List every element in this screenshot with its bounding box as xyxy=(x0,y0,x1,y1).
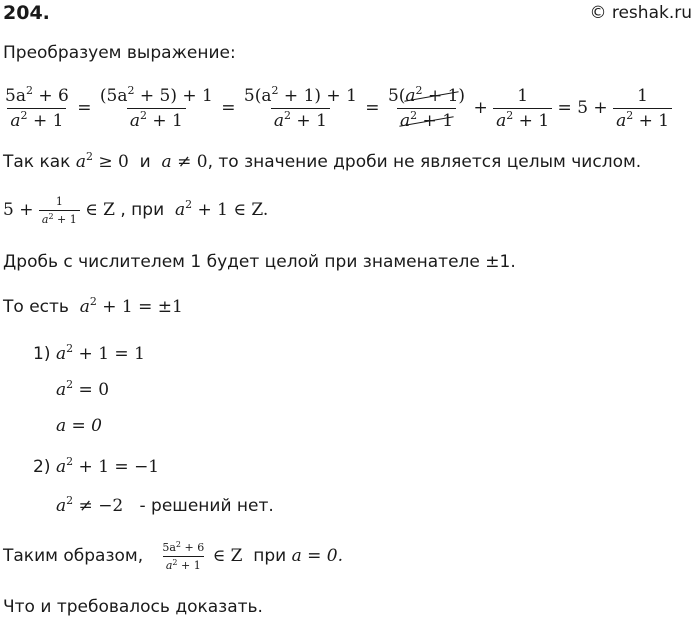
case2-label: 2) xyxy=(33,457,51,477)
fraction-step2: $\frac{5(a^2 + 1) + 1}{a^2 + 1}$ xyxy=(243,84,357,131)
condition-line: Так как $a^2 \ge 0$ и a ≠ 0, то значение дроби не является целым числом. xyxy=(3,150,642,172)
that-is-line: То есть $a^2 + 1 = \pm 1$ xyxy=(3,295,183,317)
fraction-remainder: $\frac{1}{a^2 + 1}$ xyxy=(493,86,552,131)
fraction-final: $\frac{1}{a^2 + 1}$ xyxy=(613,86,672,131)
main-equation: $\frac{5a^2 + 6}{a^2 + 1}$ = $\frac{(5a^2 + 5) + 1}{a^2 + 1}$ = $\frac{5(a^2 + 1) + 1}{a^2 + 1}$ = $\frac{5(a^2 + 1)}{a^2 + 1}$ + $\frac{1}{a^2 + 1}$ = 5 + $\frac{1}{a^2 + 1}$ xyxy=(2,86,672,131)
case2-eq: $a^2 + 1 = -1$ xyxy=(56,455,160,477)
case1-eq: $a^2 + 1 = 1$ xyxy=(56,342,145,364)
fraction-step1: $\frac{(5a^2 + 5) + 1}{a^2 + 1}$ xyxy=(99,84,213,131)
task-number: 204. xyxy=(3,2,50,24)
case1-result: a = 0 xyxy=(56,416,103,436)
case1-step: $a^2 = 0$ xyxy=(56,378,110,400)
case1-label: 1) xyxy=(33,344,51,364)
integer-condition: 5 + $\frac{1}{a^2 + 1}$ ∈ Z , при $a^2 + 1$ ∈ Z. xyxy=(3,195,269,226)
watermark: © reshak.ru xyxy=(589,3,692,23)
fraction-statement: Дробь с числителем 1 будет целой при знаменателе ±1. xyxy=(3,252,516,272)
intro-text: Преобразуем выражение: xyxy=(3,43,236,63)
thus-line: Таким образом, $\frac{5a^2 + 6}{a^2 + 1}$ ∈ Z при a = 0. xyxy=(3,540,344,572)
conclusion: Что и требовалось доказать. xyxy=(3,597,263,617)
case2-step: $a^2 \ne -2$ - решений нет. xyxy=(56,494,274,516)
fraction-cancelled: $\frac{5(a^2 + 1)}{a^2 + 1}$ xyxy=(387,84,466,131)
fraction-original: $\frac{5a^2 + 6}{a^2 + 1}$ xyxy=(5,84,69,131)
